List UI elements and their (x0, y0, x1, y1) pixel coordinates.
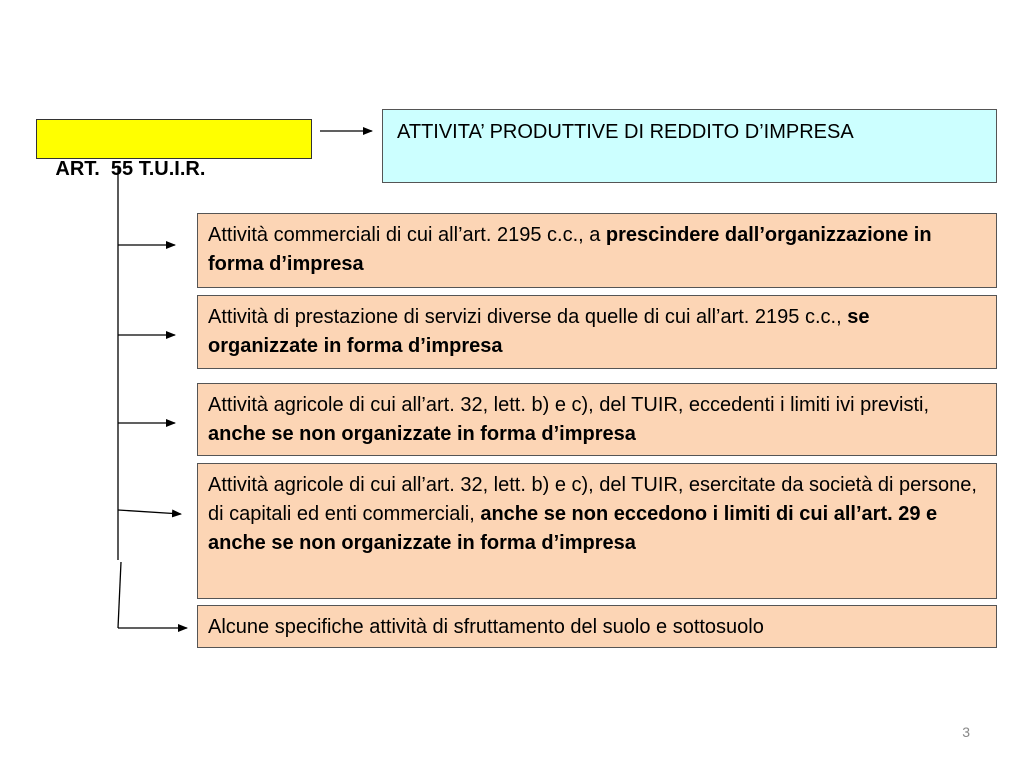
root-box (36, 119, 312, 180)
item-text: Attività agricole di cui all’art. 32, lett. b) e c), del TUIR, eccedenti i limiti ivi previsti, (208, 394, 929, 416)
trunk-line-lower (118, 562, 121, 628)
item-box (197, 463, 997, 599)
item-bold-text: prescindere dall’organizzazione in forma d’impresa (208, 224, 932, 275)
header-box (382, 109, 997, 183)
item-box (197, 605, 997, 648)
item-box (197, 295, 997, 369)
item-box (197, 383, 997, 456)
arrow-to-item-4 (118, 510, 181, 514)
header-label: ATTIVITA’ PRODUTTIVE DI REDDITO D’IMPRESA (397, 121, 854, 143)
item-text: Attività agricole di cui all’art. 32, lett. b) e c), del TUIR, esercitate da società di persone, di capitali ed enti commerciali, (208, 474, 977, 525)
page-number: 3 (962, 724, 970, 740)
item-text: Alcune specifiche attività di sfruttamento del suolo e sottosuolo (208, 616, 764, 638)
item-text: Attività commerciali di cui all’art. 2195 c.c., a (208, 224, 606, 246)
item-box (197, 213, 997, 288)
item-text: Attività di prestazione di servizi diverse da quelle di cui all’art. 2195 c.c., (208, 306, 848, 328)
item-bold-text: se organizzate in forma d’impresa (208, 306, 870, 357)
item-bold-text: anche se non organizzate in forma d’impresa (208, 423, 636, 445)
root-label: ART. 55 T.U.I.R. (55, 158, 206, 180)
item-bold-text: anche se non eccedono i limiti di cui all’art. 29 e anche se non organizzate in forma d’impresa (208, 503, 938, 554)
